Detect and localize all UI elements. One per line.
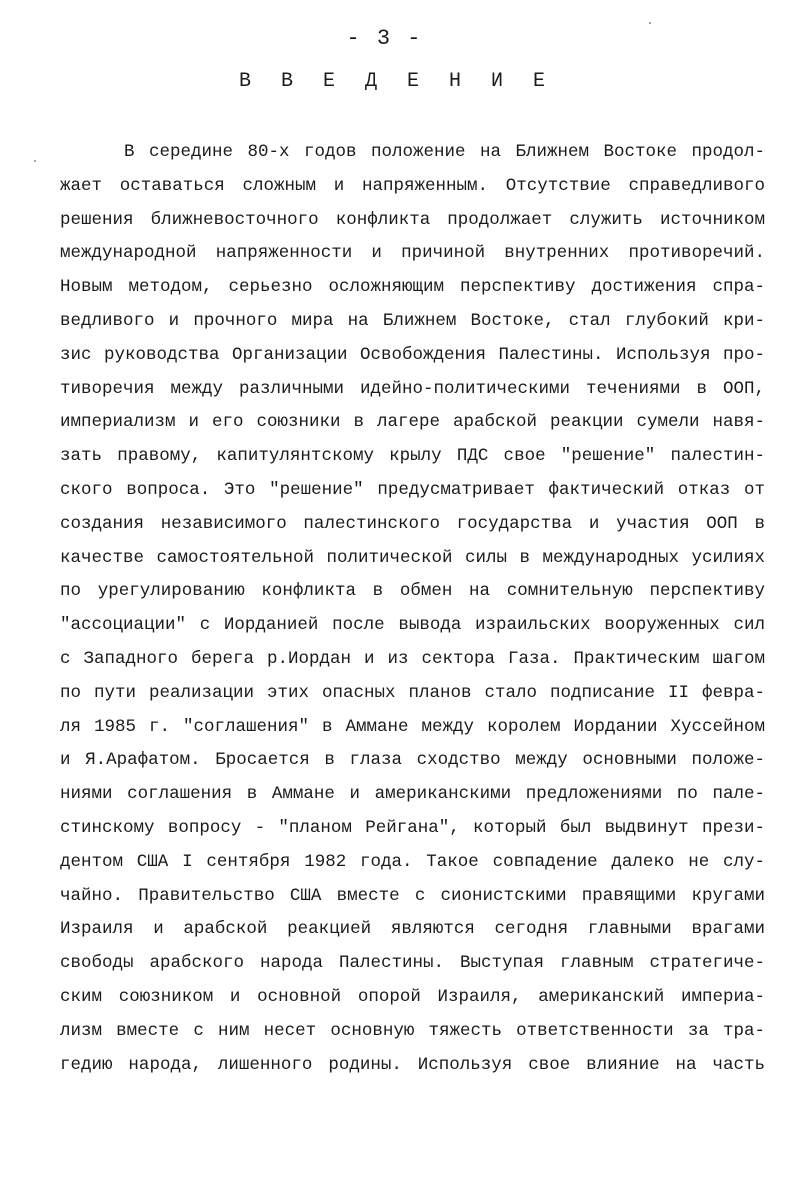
page-number: - 3 - bbox=[346, 26, 423, 51]
paragraph-line: стинскому вопросу - "планом Рейгана", который был выдвинут прези- bbox=[60, 817, 765, 838]
paragraph-line: ского вопроса. Это "решение" предусматривает фактический отказ от bbox=[60, 479, 765, 500]
paragraph-line: зис руководства Организации Освобождения Палестины. Используя про- bbox=[60, 344, 765, 365]
paragraph-line: Израиля и арабской реакцией являются сегодня главными врагами bbox=[60, 919, 765, 940]
paragraph-line: ведливого и прочного мира на Ближнем Востоке, стал глубокий кри- bbox=[60, 310, 765, 331]
section-heading: В В Е Д Е Н И Е bbox=[238, 70, 555, 93]
paragraph-line: империализм и его союзники в лагере арабской реакции сумели навя- bbox=[60, 412, 765, 433]
paragraph-line: Новым методом, серьезно осложняющим перспективу достижения спра- bbox=[60, 277, 765, 298]
paragraph-line: дентом США I сентября 1982 года. Такое совпадение далеко не слу- bbox=[60, 851, 765, 872]
paragraph-line: и Я.Арафатом. Бросается в глаза сходство между основными положе- bbox=[60, 750, 765, 771]
paragraph-line: качестве самостоятельной политической силы в международных усилиях bbox=[60, 547, 765, 568]
paragraph-line: по пути реализации этих опасных планов стало подписание II февра- bbox=[60, 682, 765, 703]
paragraph-line: с Западного берега р.Иордан и из сектора Газа. Практическим шагом bbox=[60, 648, 765, 669]
paragraph-line: жает оставаться сложным и напряженным. Отсутствие справедливого bbox=[60, 175, 765, 196]
paragraph-line: ским союзником и основной опорой Израиля, американский империа- bbox=[60, 986, 765, 1007]
paragraph-line: свободы арабского народа Палестины. Выступая главным стратегиче- bbox=[60, 953, 765, 974]
paragraph-line: зать правому, капитулянтскому крылу ПДС свое "решение" палестин- bbox=[60, 446, 765, 467]
paragraph-line: ля 1985 г. "соглашения" в Аммане между королем Иордании Хуссейном bbox=[60, 716, 765, 737]
paragraph-line: создания независимого палестинского государства и участия ООП в bbox=[60, 513, 765, 534]
paragraph-line: В середине 80-х годов положение на Ближнем Востоке продол- bbox=[124, 142, 765, 162]
paragraph-line: решения ближневосточного конфликта продолжает служить источником bbox=[60, 209, 765, 230]
paragraph-line: по урегулированию конфликта в обмен на сомнительную перспективу bbox=[60, 581, 765, 602]
paragraph-line: ниями соглашения в Аммане и американскими предложениями по пале- bbox=[60, 784, 765, 805]
paragraph-line: тиворечия между различными идейно-политическими течениями в ООП, bbox=[60, 378, 765, 399]
scan-speck bbox=[649, 22, 651, 24]
paragraph-line: чайно. Правительство США вместе с сионистскими правящими кругами bbox=[60, 885, 765, 906]
paragraph-line: международной напряженности и причиной внутренних противоречий. bbox=[60, 243, 765, 264]
paragraph-line: гедию народа, лишенного родины. Используя свое влияние на часть bbox=[60, 1054, 765, 1075]
paragraph bbox=[60, 136, 765, 1082]
scan-speck bbox=[34, 160, 36, 162]
paragraph-line: "ассоциации" с Иорданией после вывода израильских вооруженных сил bbox=[60, 615, 765, 636]
paragraph-line: лизм вместе с ним несет основную тяжесть ответственности за тра- bbox=[60, 1020, 765, 1041]
